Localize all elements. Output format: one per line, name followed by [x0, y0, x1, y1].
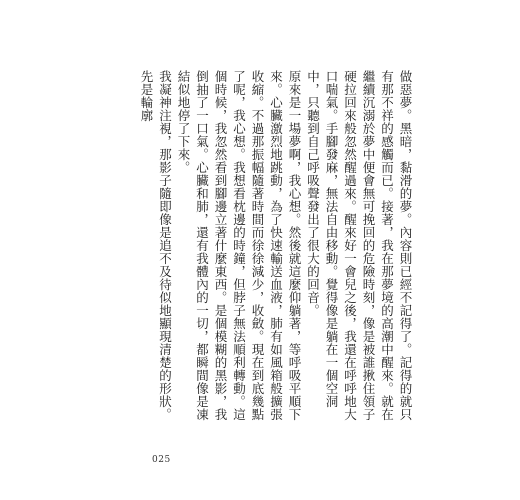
paragraph-1: 做惡夢。黑暗，黏滑的夢。內容則已經不記得了。記得的就只有那不祥的感觸而已。接著，我在那夢境的高潮中醒來。就在繼續沉溺於夢中便會無可挽回的危險時刻，像是被誰揪住領子硬拉回來般忽然醒過來。醒來好一會兒之後，我還在呼呼地大口喘氣。手腳發麻，無法自由移動。覺得像是躺在一個空洞中，只聽到自己呼吸聲發出了很大的回音。 — [305, 70, 413, 421]
page-number: 025 — [152, 455, 171, 465]
paragraph-3: 我凝神注視，那影子隨即像是追不及待似地顯現清楚的形狀。先是輪廓 — [139, 70, 173, 421]
vertical-text-body — [137, 70, 415, 422]
paragraph-2: 原來是一場夢啊，我心想。然後就這麼仰躺著，等呼吸平順下來。心臟激烈地跳動，為了快速輸送血液，肺有如風箱般擴張收縮。不過那振幅隨著時間而徐徐減少，收斂。現在到底幾點了呢，我心想。我想看枕邊的時鐘，但脖子無法順利轉動。這個時候，我忽然看到腳邊立著什麼東西。是個模糊的黑影，我倒抽了一口氣。心臟和肺，還有我體內的一切，都瞬間像是凍結似地停了下來。 — [176, 70, 302, 421]
